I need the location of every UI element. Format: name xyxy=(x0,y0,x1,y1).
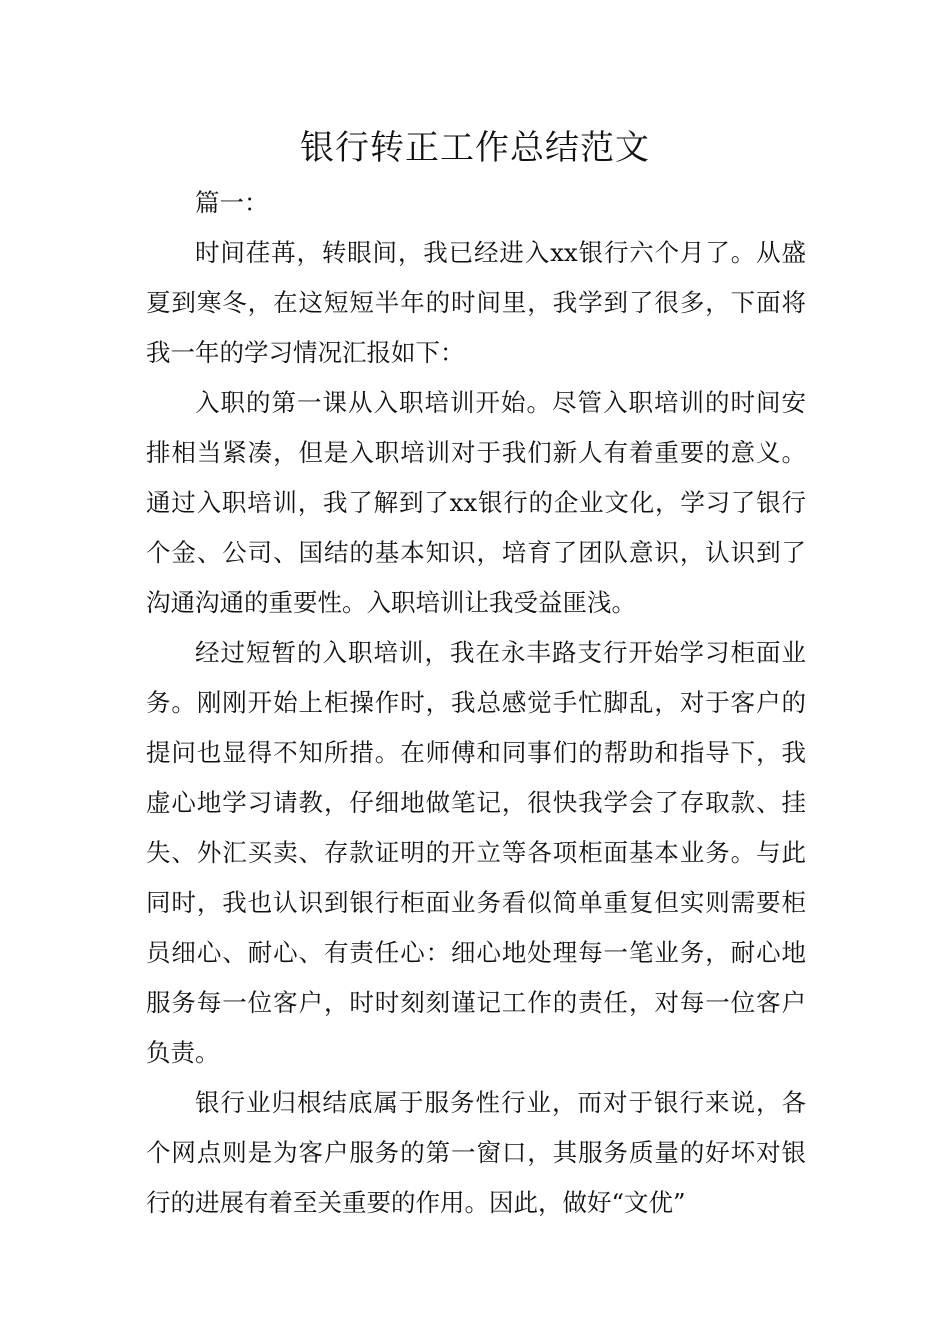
paragraph-counter-work: 经过短暂的入职培训，我在永丰路支行开始学习柜面业务。刚刚开始上柜操作时，我总感觉手忙脚乱，对于客户的提问也显得不知所措。在师傅和同事们的帮助和指导下，我虚心地学习请教，仔细地做笔记，很快我学会了存取款、挂失、外汇买卖、存款证明的开立等各项柜面基本业务。与此同时，我也认识到银行柜面业务看似简单重复但实则需要柜员细心、耐心、有责任心：细心地处理每一笔业务，耐心地服务每一位客户，时时刻刻谨记工作的责任，对每一位客户负责。 xyxy=(146,638,806,1067)
document-title: 银行转正工作总结范文 xyxy=(300,128,650,168)
section-heading: 篇一： xyxy=(195,188,269,217)
paragraph-intro: 时间荏苒，转眼间，我已经进入xx银行六个月了。从盛夏到寒冬，在这短短半年的时间里，我学到了很多，下面将我一年的学习情况汇报如下： xyxy=(146,238,806,367)
paragraph-service: 银行业归根结底属于服务性行业，而对于银行来说，各个网点则是为客户服务的第一窗口，其服务质量的好坏对银行的进展有着至关重要的作用。因此，做好“文优” xyxy=(146,1088,806,1217)
paragraph-training: 入职的第一课从入职培训开始。尽管入职培训的时间安排相当紧凑，但是入职培训对于我们新人有着重要的意义。通过入职培训，我了解到了xx银行的企业文化，学习了银行个金、公司、国结的基本知识，培育了团队意识，认识到了沟通沟通的重要性。入职培训让我受益匪浅。 xyxy=(146,388,806,617)
document-body xyxy=(146,178,806,1228)
